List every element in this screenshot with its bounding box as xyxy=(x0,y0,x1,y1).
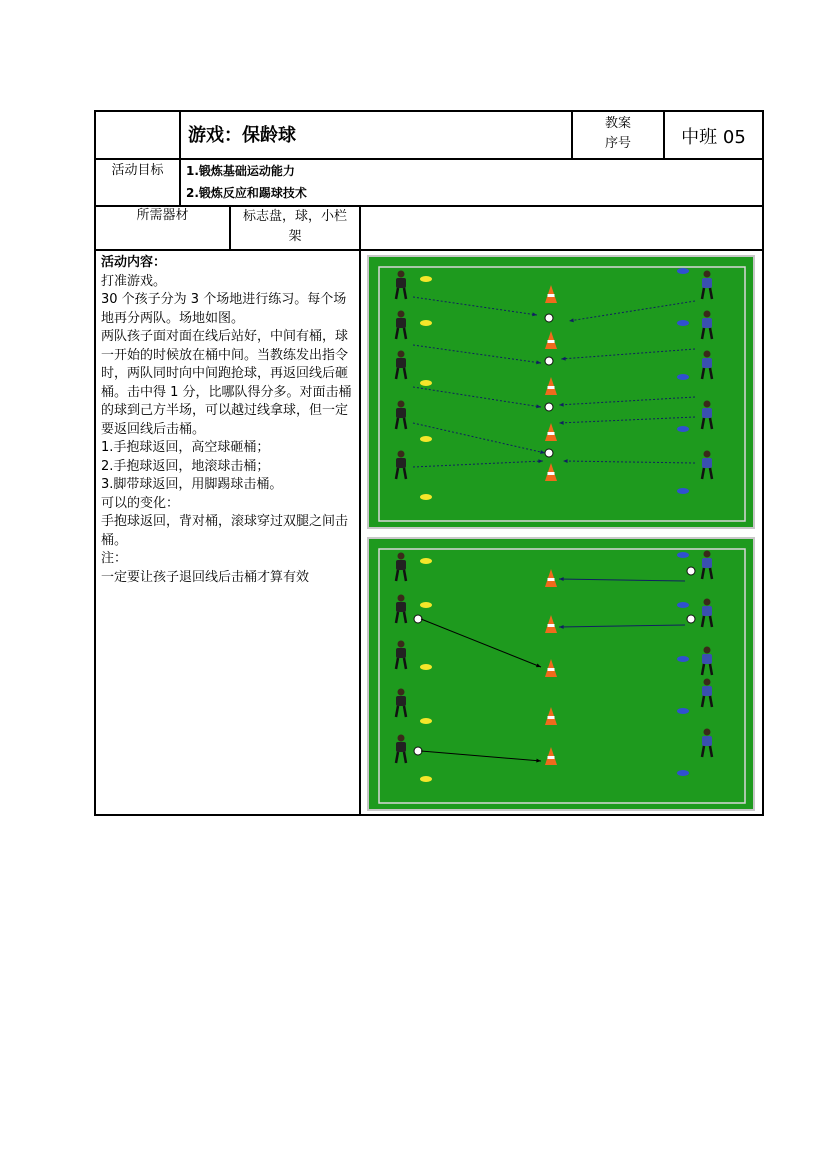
player-body xyxy=(396,696,406,706)
player-head xyxy=(704,311,711,318)
movement-arrow xyxy=(559,417,695,423)
cone-stripe xyxy=(548,624,555,627)
player-leg xyxy=(702,568,704,579)
pitch-lines xyxy=(379,267,745,521)
player-body xyxy=(702,654,712,664)
player-leg xyxy=(404,752,406,763)
player-body xyxy=(396,318,406,328)
content-line: 一定要让孩子退回线后击桶才算有效 xyxy=(101,569,310,585)
movement-arrow xyxy=(413,423,545,453)
player-body xyxy=(396,560,406,570)
player-leg xyxy=(702,368,704,379)
content-line: 可以的变化： xyxy=(101,495,180,511)
player-leg xyxy=(404,658,406,669)
ball-icon xyxy=(545,449,553,457)
arrow-head xyxy=(563,459,568,463)
player-head xyxy=(704,271,711,278)
player-leg xyxy=(404,706,406,717)
arrow-head xyxy=(559,421,564,425)
player-leg xyxy=(710,328,712,339)
player-leg xyxy=(710,468,712,479)
equipment-value-1: 标志盘，球，小栏 xyxy=(242,209,347,224)
player-leg xyxy=(702,746,704,757)
col-divider-header-1 xyxy=(179,110,181,206)
equipment-value-2: 架 xyxy=(288,229,302,244)
player-leg xyxy=(702,468,704,479)
arrow-head xyxy=(536,404,541,408)
arrow-head xyxy=(559,577,564,581)
col-divider-main xyxy=(359,205,361,815)
movement-arrow xyxy=(559,625,685,627)
player-head xyxy=(704,729,711,736)
player-body xyxy=(396,358,406,368)
table-border-right xyxy=(762,110,764,816)
ball-icon xyxy=(545,314,553,322)
marker-disc-icon xyxy=(420,718,432,724)
arrow-head xyxy=(538,459,543,463)
player-head xyxy=(704,599,711,606)
player-leg xyxy=(702,696,704,707)
marker-disc-icon xyxy=(677,656,689,662)
content-line: 2.手抱球返回，地滚球击桶； xyxy=(101,458,270,474)
player-head xyxy=(398,735,405,742)
player-leg xyxy=(396,468,398,479)
cone-stripe xyxy=(548,578,555,581)
cone-stripe xyxy=(548,716,555,719)
player-leg xyxy=(404,328,406,339)
table-border-bottom xyxy=(94,814,764,816)
plan-code: 中班 05 xyxy=(681,127,746,148)
arrow-head xyxy=(536,360,541,364)
player-head xyxy=(704,451,711,458)
cone-stripe xyxy=(548,386,555,389)
content-line: 注： xyxy=(101,551,128,566)
player-head xyxy=(704,551,711,558)
marker-disc-icon xyxy=(677,374,689,380)
marker-disc-icon xyxy=(677,552,689,558)
player-head xyxy=(398,451,405,458)
player-body xyxy=(702,736,712,746)
marker-disc-icon xyxy=(420,494,432,500)
player-head xyxy=(398,689,405,696)
arrow-head xyxy=(559,625,564,629)
content-line: 1.手抱球返回，高空球砸桶； xyxy=(101,440,270,455)
player-body xyxy=(702,358,712,368)
ball-icon xyxy=(414,615,422,623)
player-body xyxy=(702,318,712,328)
plan-no-label-1: 教案 xyxy=(604,116,631,131)
player-leg xyxy=(702,418,704,429)
content-line: 3.脚带球返回，用脚踢球击桶。 xyxy=(101,477,283,492)
movement-arrow xyxy=(563,461,695,463)
player-leg xyxy=(396,288,398,299)
content-line: 30 个孩子分为 3 个场地进行练习。每个场地再分两队。场地如图。 xyxy=(101,292,347,326)
movement-arrow xyxy=(559,397,695,405)
pitch-lines xyxy=(379,549,745,803)
movement-arrow xyxy=(413,297,537,315)
player-leg xyxy=(404,612,406,623)
movement-arrow xyxy=(421,619,541,667)
player-leg xyxy=(396,706,398,717)
arrow-head xyxy=(559,403,564,407)
marker-disc-icon xyxy=(677,268,689,274)
player-leg xyxy=(396,612,398,623)
player-head xyxy=(398,311,405,318)
player-leg xyxy=(702,328,704,339)
player-leg xyxy=(396,368,398,379)
movement-arrow xyxy=(413,461,543,467)
player-head xyxy=(398,553,405,560)
marker-disc-icon xyxy=(420,776,432,782)
player-leg xyxy=(404,570,406,581)
player-head xyxy=(704,351,711,358)
player-leg xyxy=(404,468,406,479)
player-leg xyxy=(710,696,712,707)
movement-arrow xyxy=(421,751,541,761)
objective-label: 活动目标 xyxy=(111,163,164,178)
player-leg xyxy=(710,616,712,627)
player-leg xyxy=(702,288,704,299)
player-head xyxy=(398,595,405,602)
cone-stripe xyxy=(548,340,555,343)
pitch-diagram-1 xyxy=(367,255,755,529)
player-body xyxy=(702,278,712,288)
ball-icon xyxy=(687,567,695,575)
cone-stripe xyxy=(548,432,555,435)
player-body xyxy=(396,408,406,418)
player-body xyxy=(702,606,712,616)
marker-disc-icon xyxy=(677,708,689,714)
player-body xyxy=(702,458,712,468)
player-body xyxy=(702,686,712,696)
player-leg xyxy=(396,752,398,763)
player-leg xyxy=(404,368,406,379)
player-head xyxy=(398,351,405,358)
marker-disc-icon xyxy=(420,558,432,564)
player-body xyxy=(702,558,712,568)
marker-disc-icon xyxy=(677,488,689,494)
marker-disc-icon xyxy=(420,380,432,386)
arrow-head xyxy=(540,450,545,454)
player-leg xyxy=(710,288,712,299)
cone-stripe xyxy=(548,472,555,475)
player-leg xyxy=(710,746,712,757)
player-head xyxy=(398,271,405,278)
content-line: 手抱球返回，背对桶，滚球穿过双腿之间击桶。 xyxy=(101,514,349,548)
ball-icon xyxy=(414,747,422,755)
content-line: 打准游戏。 xyxy=(101,273,167,289)
plan-no-label-2: 序号 xyxy=(604,136,631,151)
ball-icon xyxy=(687,615,695,623)
player-body xyxy=(396,278,406,288)
player-head xyxy=(704,647,711,654)
page-title: 游戏：保龄球 xyxy=(188,125,296,146)
player-leg xyxy=(710,568,712,579)
ball-icon xyxy=(545,403,553,411)
movement-arrow xyxy=(413,345,541,363)
player-leg xyxy=(710,368,712,379)
marker-disc-icon xyxy=(420,436,432,442)
movement-arrow xyxy=(561,349,695,359)
player-body xyxy=(396,602,406,612)
marker-disc-icon xyxy=(420,320,432,326)
player-head xyxy=(398,401,405,408)
player-leg xyxy=(396,328,398,339)
marker-disc-icon xyxy=(420,602,432,608)
arrow-head xyxy=(569,318,574,322)
content-heading: 活动内容： xyxy=(101,255,167,270)
player-body xyxy=(396,742,406,752)
objective-item-1: 1.锻炼基础运动能力 xyxy=(186,164,295,178)
player-leg xyxy=(404,288,406,299)
objective-item-2: 2.锻炼反应和踢球技术 xyxy=(186,186,307,200)
marker-disc-icon xyxy=(677,770,689,776)
player-body xyxy=(396,458,406,468)
movement-arrow xyxy=(569,301,695,321)
arrow-head xyxy=(532,312,537,316)
player-head xyxy=(398,641,405,648)
pitch-diagram-2 xyxy=(367,537,755,811)
player-leg xyxy=(396,418,398,429)
cone-stripe xyxy=(548,294,555,297)
player-leg xyxy=(710,418,712,429)
marker-disc-icon xyxy=(677,602,689,608)
marker-disc-icon xyxy=(677,320,689,326)
player-leg xyxy=(396,570,398,581)
player-leg xyxy=(702,664,704,675)
equipment-label: 所需器材 xyxy=(136,208,189,223)
marker-disc-icon xyxy=(677,426,689,432)
player-body xyxy=(396,648,406,658)
player-leg xyxy=(396,658,398,669)
row-divider-3 xyxy=(94,249,764,251)
pitch-diagram-1-svg xyxy=(369,257,757,531)
player-head xyxy=(704,679,711,686)
activity-content xyxy=(101,254,356,587)
movement-arrow xyxy=(413,387,541,407)
ball-icon xyxy=(545,357,553,365)
player-body xyxy=(702,408,712,418)
content-line: 两队孩子面对面在线后站好，中间有桶，球一开始的时候放在桶中间。当教练发出指令时，两队同时向中间跑抢球，再返回线后砸桶。击中得 1 分，比哪队得分多。对面击桶的球到己方半场，可以越过线拿球，但一定要返回线后击桶。 xyxy=(101,329,352,437)
movement-arrow xyxy=(559,579,685,581)
marker-disc-icon xyxy=(420,664,432,670)
player-leg xyxy=(710,664,712,675)
player-leg xyxy=(702,616,704,627)
cone-stripe xyxy=(548,756,555,759)
marker-disc-icon xyxy=(420,276,432,282)
arrow-head xyxy=(536,663,541,667)
cone-stripe xyxy=(548,668,555,671)
player-leg xyxy=(404,418,406,429)
pitch-diagram-2-svg xyxy=(369,539,757,813)
player-head xyxy=(704,401,711,408)
arrow-head xyxy=(561,357,566,361)
